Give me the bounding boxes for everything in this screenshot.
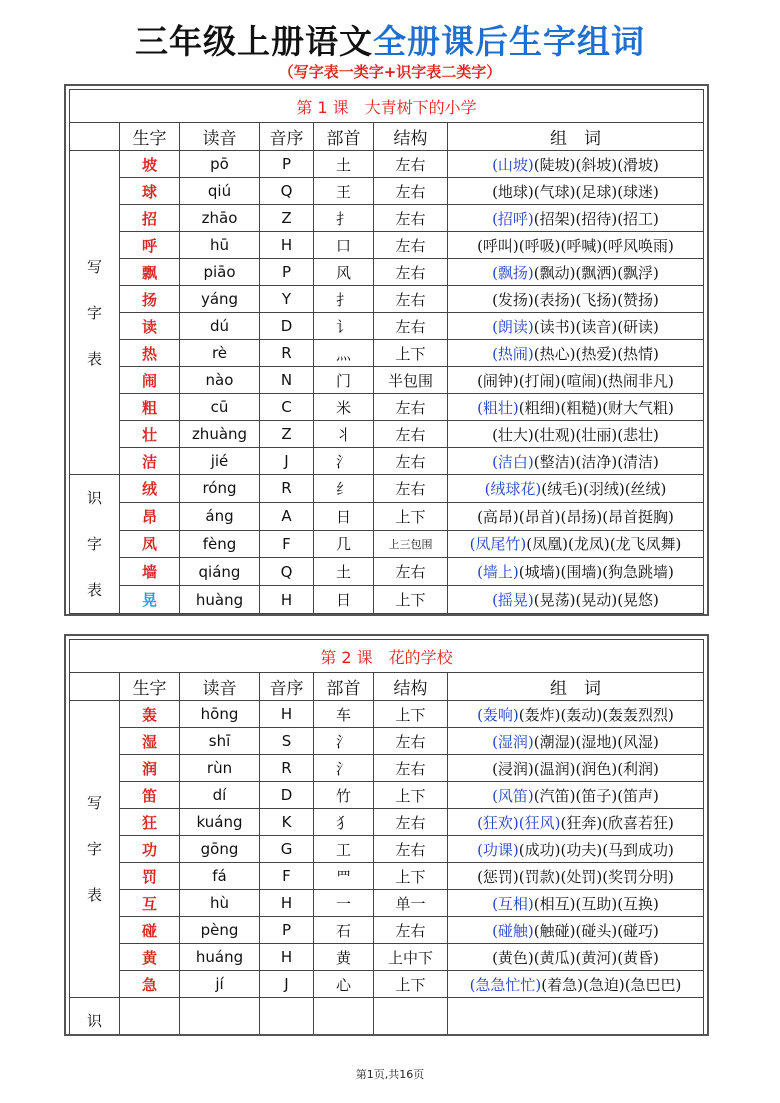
structure-cell: 上下 [374, 340, 448, 367]
words-cell [448, 232, 704, 259]
pinyin-cell: gōng [180, 836, 260, 863]
header-char: 生字 [120, 123, 180, 151]
order-cell: N [260, 367, 314, 394]
structure-cell: 左右 [374, 232, 448, 259]
table-row [70, 259, 704, 286]
radical-cell: 口 [314, 232, 374, 259]
header-words: 组 词 [448, 673, 704, 701]
radical-cell: 氵 [314, 755, 374, 782]
table-row [70, 475, 704, 503]
highlighted-word: (狂欢)(狂风) [477, 813, 561, 832]
order-cell: R [260, 475, 314, 503]
pinyin-cell: pèng [180, 917, 260, 944]
character-cell: 碰 [120, 917, 180, 944]
order-cell: P [260, 151, 314, 178]
pinyin-cell: cū [180, 394, 260, 421]
character-cell: 轰 [120, 701, 180, 728]
radical-cell: 罒 [314, 863, 374, 890]
table-row [70, 178, 704, 205]
character-cell: 热 [120, 340, 180, 367]
table-row [70, 367, 704, 394]
words-cell [448, 313, 704, 340]
character-cell: 绒 [120, 475, 180, 503]
order-cell: P [260, 259, 314, 286]
radical-cell: 日 [314, 586, 374, 614]
structure-cell: 左右 [374, 917, 448, 944]
structure-cell: 左右 [374, 836, 448, 863]
order-cell: H [260, 701, 314, 728]
character-cell: 招 [120, 205, 180, 232]
table-row [70, 448, 704, 475]
character-cell: 读 [120, 313, 180, 340]
order-cell: H [260, 890, 314, 917]
word-list: (触碰)(碰头)(碰巧) [533, 921, 659, 940]
order-cell [260, 998, 314, 1037]
highlighted-word: (轰响) [477, 705, 519, 724]
radical-cell: 灬 [314, 340, 374, 367]
word-list: (潮湿)(湿地)(风湿) [533, 732, 659, 751]
word-list: (成功)(功夫)(马到成功) [518, 840, 674, 859]
word-list: (整洁)(洁净)(清洁) [533, 452, 659, 471]
words-cell [448, 205, 704, 232]
word-list: (绒毛)(羽绒)(丝绒) [541, 479, 667, 498]
structure-cell: 单一 [374, 890, 448, 917]
order-cell: Z [260, 205, 314, 232]
pinyin-cell: jié [180, 448, 260, 475]
table-row [70, 836, 704, 863]
pinyin-cell: piāo [180, 259, 260, 286]
page-title [0, 22, 780, 62]
pinyin-cell: jí [180, 971, 260, 998]
highlighted-word: (互相) [492, 894, 534, 913]
words-cell [448, 367, 704, 394]
character-cell [120, 998, 180, 1037]
character-cell: 狂 [120, 809, 180, 836]
word-list: (城墙)(围墙)(狗急跳墙) [518, 563, 674, 582]
highlighted-word: (风笛) [492, 786, 534, 805]
header-order: 音序 [260, 123, 314, 151]
order-cell: F [260, 863, 314, 890]
lesson-1-table [69, 89, 704, 614]
table-row [70, 232, 704, 259]
structure-cell: 上下 [374, 971, 448, 998]
word-list: (凤凰)(龙凤)(龙飞凤舞) [526, 535, 682, 554]
table-row [70, 863, 704, 890]
words-cell [448, 448, 704, 475]
order-cell: A [260, 502, 314, 530]
pinyin-cell: hōng [180, 701, 260, 728]
structure-cell: 左右 [374, 205, 448, 232]
word-list: (浸润)(温润)(润色)(利润) [492, 759, 659, 778]
words-cell [448, 558, 704, 586]
radical-cell: 日 [314, 502, 374, 530]
table-row [70, 502, 704, 530]
words-cell [448, 728, 704, 755]
table-row [70, 809, 704, 836]
table-row [70, 917, 704, 944]
table-row [70, 782, 704, 809]
table-row [70, 701, 704, 728]
table-row [70, 286, 704, 313]
pinyin-cell: qiáng [180, 558, 260, 586]
character-cell: 黄 [120, 944, 180, 971]
highlighted-word: (绒球花) [484, 479, 542, 498]
pinyin-cell: zhāo [180, 205, 260, 232]
words-cell [448, 151, 704, 178]
header-structure: 结构 [374, 123, 448, 151]
category-label: 写 字 表 [70, 151, 120, 475]
highlighted-word: (朗读) [492, 317, 534, 336]
radical-cell: 氵 [314, 728, 374, 755]
table-row [70, 728, 704, 755]
words-cell [448, 340, 704, 367]
lesson-2-section [64, 634, 709, 1036]
character-cell: 呼 [120, 232, 180, 259]
words-cell [448, 944, 704, 971]
table-row [70, 151, 704, 178]
words-cell [448, 259, 704, 286]
word-list: (轰炸)(轰动)(轰轰烈烈) [518, 705, 674, 724]
word-list: (发扬)(表扬)(飞扬)(赞扬) [492, 290, 659, 309]
order-cell: C [260, 394, 314, 421]
pinyin-cell: hù [180, 890, 260, 917]
radical-cell: 讠 [314, 313, 374, 340]
word-list: (黄色)(黄瓜)(黄河)(黄昏) [492, 948, 659, 967]
words-cell [448, 755, 704, 782]
header-words: 组 词 [448, 123, 704, 151]
character-cell: 坡 [120, 151, 180, 178]
order-cell: H [260, 586, 314, 614]
page-footer: 第1页,共16页 [355, 1068, 425, 1081]
character-cell: 急 [120, 971, 180, 998]
radical-cell: 门 [314, 367, 374, 394]
pinyin-cell: rè [180, 340, 260, 367]
highlighted-word: (摇晃) [492, 591, 534, 610]
character-cell: 洁 [120, 448, 180, 475]
words-cell [448, 502, 704, 530]
words-cell [448, 394, 704, 421]
table-row [70, 394, 704, 421]
radical-cell: 丬 [314, 421, 374, 448]
order-cell: G [260, 836, 314, 863]
character-cell: 润 [120, 755, 180, 782]
structure-cell: 左右 [374, 728, 448, 755]
word-list: (地球)(气球)(足球)(球迷) [492, 182, 659, 201]
pinyin-cell [180, 998, 260, 1037]
pinyin-cell: fèng [180, 530, 260, 558]
words-cell [448, 863, 704, 890]
table-row [70, 340, 704, 367]
pinyin-cell: nào [180, 367, 260, 394]
structure-cell: 左右 [374, 809, 448, 836]
highlighted-word: (碰触) [492, 921, 534, 940]
radical-cell: 几 [314, 530, 374, 558]
structure-cell: 左右 [374, 259, 448, 286]
character-cell: 晃 [120, 586, 180, 614]
pinyin-cell: qiú [180, 178, 260, 205]
order-cell: D [260, 313, 314, 340]
structure-cell: 左右 [374, 448, 448, 475]
order-cell: F [260, 530, 314, 558]
word-list: (热心)(热爱)(热情) [533, 344, 659, 363]
table-row [70, 530, 704, 558]
highlighted-word: (热闹) [492, 344, 534, 363]
radical-cell: 黄 [314, 944, 374, 971]
radical-cell: 米 [314, 394, 374, 421]
words-cell [448, 701, 704, 728]
radical-cell: 扌 [314, 205, 374, 232]
pinyin-cell: huáng [180, 944, 260, 971]
title-part-2: 全册课后生字组词 [373, 22, 645, 61]
order-cell: S [260, 728, 314, 755]
structure-cell: 左右 [374, 178, 448, 205]
table-row [70, 971, 704, 998]
character-cell: 墙 [120, 558, 180, 586]
lesson-title [70, 90, 704, 123]
words-cell [448, 836, 704, 863]
character-cell: 湿 [120, 728, 180, 755]
pinyin-cell: pō [180, 151, 260, 178]
pinyin-cell: dí [180, 782, 260, 809]
radical-cell: 土 [314, 558, 374, 586]
lesson-name: 大青树下的小学 [364, 97, 477, 117]
word-list: (晃荡)(晃动)(晃悠) [533, 591, 659, 610]
word-list: (招架)(招待)(招工) [533, 209, 659, 228]
order-cell: J [260, 971, 314, 998]
pinyin-cell: shī [180, 728, 260, 755]
order-cell: R [260, 340, 314, 367]
table-row [70, 755, 704, 782]
header-radical: 部首 [314, 673, 374, 701]
structure-cell: 上下 [374, 701, 448, 728]
character-cell: 互 [120, 890, 180, 917]
character-cell: 球 [120, 178, 180, 205]
highlighted-word: (墙上) [477, 563, 519, 582]
word-list: (汽笛)(笛子)(笛声) [533, 786, 659, 805]
word-list: (飘动)(飘洒)(飘浮) [533, 263, 659, 282]
character-cell: 凤 [120, 530, 180, 558]
lesson-2-table [69, 639, 704, 1036]
words-cell [448, 421, 704, 448]
pinyin-cell: rùn [180, 755, 260, 782]
table-row [70, 586, 704, 614]
highlighted-word: (山坡) [492, 155, 534, 174]
lesson-label: 第 2 课 [320, 647, 373, 667]
header-radical: 部首 [314, 123, 374, 151]
highlighted-word: (飘扬) [492, 263, 534, 282]
order-cell: Z [260, 421, 314, 448]
radical-cell: 土 [314, 151, 374, 178]
highlighted-word: (粗壮) [477, 398, 519, 417]
word-list: (壮大)(壮观)(壮丽)(悲壮) [492, 425, 659, 444]
word-list: (闹钟)(打闹)(喧闹)(热闹非凡) [477, 371, 674, 390]
header-char: 生字 [120, 673, 180, 701]
highlighted-word: (功课) [477, 840, 519, 859]
words-cell [448, 917, 704, 944]
word-list: (狂奔)(欣喜若狂) [560, 813, 674, 832]
header-blank [70, 673, 120, 701]
character-cell: 飘 [120, 259, 180, 286]
structure-cell: 上下 [374, 586, 448, 614]
character-cell: 罚 [120, 863, 180, 890]
table-row [70, 558, 704, 586]
highlighted-word: (招呼) [492, 209, 534, 228]
pinyin-cell: yáng [180, 286, 260, 313]
header-order: 音序 [260, 673, 314, 701]
radical-cell: 石 [314, 917, 374, 944]
structure-cell: 左右 [374, 151, 448, 178]
radical-cell: 车 [314, 701, 374, 728]
structure-cell: 上下 [374, 782, 448, 809]
character-cell: 昂 [120, 502, 180, 530]
structure-cell: 左右 [374, 286, 448, 313]
pinyin-cell: hū [180, 232, 260, 259]
pinyin-cell: kuáng [180, 809, 260, 836]
order-cell: K [260, 809, 314, 836]
table-row [70, 421, 704, 448]
title-part-1: 三年级上册语文 [135, 22, 373, 61]
words-cell [448, 809, 704, 836]
words-cell [448, 530, 704, 558]
structure-cell: 左右 [374, 755, 448, 782]
radical-cell: 犭 [314, 809, 374, 836]
order-cell: P [260, 917, 314, 944]
words-cell [448, 890, 704, 917]
word-list: (着急)(急迫)(急巴巴) [541, 975, 682, 994]
radical-cell: 王 [314, 178, 374, 205]
header-structure: 结构 [374, 673, 448, 701]
radical-cell: 心 [314, 971, 374, 998]
order-cell: H [260, 944, 314, 971]
words-cell [448, 782, 704, 809]
radical-cell: 一 [314, 890, 374, 917]
character-cell: 扬 [120, 286, 180, 313]
words-cell [448, 178, 704, 205]
category-label: 识 字 表 [70, 475, 120, 614]
pinyin-cell: dú [180, 313, 260, 340]
order-cell: Y [260, 286, 314, 313]
highlighted-word: (凤尾竹) [469, 535, 527, 554]
words-cell [448, 286, 704, 313]
words-cell [448, 586, 704, 614]
pinyin-cell: huàng [180, 586, 260, 614]
table-row [70, 313, 704, 340]
highlighted-word: (湿润) [492, 732, 534, 751]
word-list: (粗细)(粗糙)(财大气粗) [518, 398, 674, 417]
order-cell: R [260, 755, 314, 782]
structure-cell: 上下 [374, 502, 448, 530]
structure-cell: 左右 [374, 475, 448, 503]
header-blank [70, 123, 120, 151]
radical-cell: 扌 [314, 286, 374, 313]
word-list: (高昂)(昂首)(昂扬)(昂首挺胸) [477, 507, 674, 526]
word-list: (相互)(互助)(互换) [533, 894, 659, 913]
word-list: (读书)(读音)(研读) [533, 317, 659, 336]
lesson-1-section [64, 84, 709, 616]
word-list: (陡坡)(斜坡)(滑坡) [533, 155, 659, 174]
lesson-name: 花的学校 [388, 647, 453, 667]
radical-cell: 竹 [314, 782, 374, 809]
character-cell: 笛 [120, 782, 180, 809]
radical-cell: 氵 [314, 448, 374, 475]
lesson-title [70, 640, 704, 673]
header-pinyin: 读音 [180, 123, 260, 151]
character-cell: 壮 [120, 421, 180, 448]
order-cell: Q [260, 178, 314, 205]
order-cell: H [260, 232, 314, 259]
highlighted-word: (急急忙忙) [469, 975, 542, 994]
words-cell [448, 971, 704, 998]
pinyin-cell: róng [180, 475, 260, 503]
pinyin-cell: zhuàng [180, 421, 260, 448]
category-label: 识 [70, 998, 120, 1037]
pinyin-cell: áng [180, 502, 260, 530]
order-cell: D [260, 782, 314, 809]
structure-cell: 左右 [374, 394, 448, 421]
pinyin-cell: fá [180, 863, 260, 890]
lesson-label: 第 1 课 [296, 97, 349, 117]
structure-cell: 上下 [374, 863, 448, 890]
structure-cell: 左右 [374, 421, 448, 448]
character-cell: 功 [120, 836, 180, 863]
word-list: (惩罚)(罚款)(处罚)(奖罚分明) [477, 867, 674, 886]
word-list: (呼叫)(呼吸)(呼喊)(呼风唤雨) [477, 236, 674, 255]
structure-cell: 上三包围 [374, 530, 448, 558]
structure-cell: 上中下 [374, 944, 448, 971]
structure-cell: 左右 [374, 313, 448, 340]
character-cell: 闹 [120, 367, 180, 394]
radical-cell [314, 998, 374, 1037]
table-row [70, 205, 704, 232]
radical-cell: 风 [314, 259, 374, 286]
header-pinyin: 读音 [180, 673, 260, 701]
page-subtitle: （写字表一类字+识字表二类字） [278, 63, 502, 81]
radical-cell: 纟 [314, 475, 374, 503]
table-row [70, 944, 704, 971]
highlighted-word: (洁白) [492, 452, 534, 471]
words-cell [448, 475, 704, 503]
table-row [70, 998, 704, 1037]
structure-cell: 左右 [374, 558, 448, 586]
words-cell [448, 998, 704, 1037]
radical-cell: 工 [314, 836, 374, 863]
category-label: 写 字 表 [70, 701, 120, 998]
structure-cell [374, 998, 448, 1037]
structure-cell: 半包围 [374, 367, 448, 394]
character-cell: 粗 [120, 394, 180, 421]
order-cell: J [260, 448, 314, 475]
table-row [70, 890, 704, 917]
order-cell: Q [260, 558, 314, 586]
